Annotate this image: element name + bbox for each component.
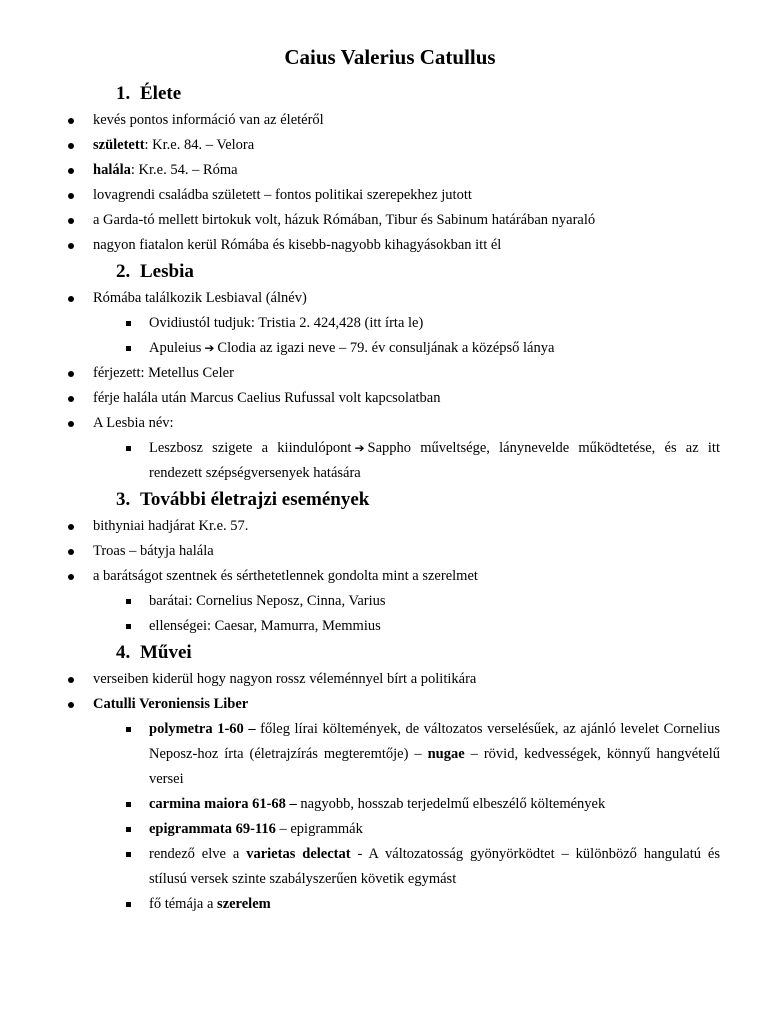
list-item: lovagrendi családba született – fontos politikai szerepekhez jutott [60, 183, 720, 208]
section-number: 4. [116, 642, 131, 663]
sub-list-item: fő témája a szerelem [93, 892, 720, 917]
list-item: született: Kr.e. 84. – Velora [60, 133, 720, 158]
sub-list [93, 589, 720, 639]
section-title: Művei [140, 642, 192, 663]
sub-list-item: Ovidiustól tudjuk: Tristia 2. 424,428 (itt írta le) [93, 311, 720, 336]
list-item: Troas – bátyja halála [60, 539, 720, 564]
section-list-tovabbi [60, 514, 720, 639]
section-title: További életrajzi események [140, 489, 370, 510]
sub-list-item: epigrammata 69-116 – epigrammák [93, 817, 720, 842]
list-item: kevés pontos információ van az életéről [60, 108, 720, 133]
section-heading-elete [60, 80, 720, 108]
section-list-elete [60, 108, 720, 258]
list-item: nagyon fiatalon kerül Rómába és kisebb-nagyobb kihagyásokban itt él [60, 233, 720, 258]
list-item: A Lesbia név: Leszbosz szigete a kiindulópont ➔ Sappho műveltsége, lánynevelde működtetése, és az itt rendezett szépségversenyek hatására [60, 411, 720, 486]
section-number: 1. [116, 83, 131, 104]
sub-list-item: Leszbosz szigete a kiindulópont ➔ Sappho műveltsége, lánynevelde működtetése, és az itt rendezett szépségversenyek hatására [93, 436, 720, 486]
list-item: férje halála után Marcus Caelius Rufussal volt kapcsolatban [60, 386, 720, 411]
sub-list-item: barátai: Cornelius Neposz, Cinna, Varius [93, 589, 720, 614]
sub-list-item: polymetra 1-60 – főleg lírai költemények, de változatos verselésűek, az ajánló levelet Cornelius Neposz-hoz írta (életrajzírás megteremtője) – nugae – rövid, kedvességek, könnyű hangvételű versei [93, 717, 720, 792]
sub-list-item: rendező elve a varietas delectat - A változatosság gyönyörködtet – különböző hangulatú és stílusú versek szinte szabályszerűen követik egymást [93, 842, 720, 892]
right-arrow-icon: ➔ [354, 441, 365, 455]
list-item: a Garda-tó mellett birtokuk volt, házuk Rómában, Tibur és Sabinum határában nyaraló [60, 208, 720, 233]
section-heading-lesbia [60, 258, 720, 286]
section-list-muvei [60, 667, 720, 917]
document-title: Caius Valerius Catullus [284, 45, 496, 69]
section-title: Lesbia [140, 261, 194, 282]
list-item: Catulli Veroniensis Liber polymetra 1-60 – főleg lírai költemények, de változatos verselésűek, az ajánló levelet Cornelius Neposz-hoz írta (életrajzírás megteremtője) – nugae – rövid, kedvességek, könnyű hangvételű versei carmina maiora 61-68 – nagyobb, hosszab terjedelmű elbeszélő költemények epigrammata 69-116 – epigrammák rendező elve a varietas delectat - A változatosság gyönyörködtet – különböző hangulatú és stílusú versek szinte szabályszerűen követik egymást fő témája a szerelem [60, 692, 720, 917]
section-number: 2. [116, 261, 131, 282]
sub-list-item: Apuleius ➔ Clodia az igazi neve – 79. év consuljának a középső lánya [93, 336, 720, 361]
right-arrow-icon: ➔ [204, 341, 215, 355]
sub-list [93, 311, 720, 361]
sub-list [93, 436, 720, 486]
sub-list-item: carmina maiora 61-68 – nagyobb, hosszab terjedelmű elbeszélő költemények [93, 792, 720, 817]
section-number: 3. [116, 489, 131, 510]
list-item: bithyniai hadjárat Kr.e. 57. [60, 514, 720, 539]
section-title: Élete [140, 83, 182, 104]
section-list-lesbia [60, 286, 720, 486]
list-item: a barátságot szentnek és sérthetetlennek gondolta mint a szerelmet barátai: Cornelius Neposz, Cinna, Varius ellenségei: Caesar, Mamurra, Memmius [60, 564, 720, 639]
list-item: verseiben kiderül hogy nagyon rossz véleménnyel bírt a politikára [60, 667, 720, 692]
sub-list [93, 717, 720, 917]
list-item: halála: Kr.e. 54. – Róma [60, 158, 720, 183]
section-heading-tovabbi-eletrajzi-esemenyek [60, 486, 720, 514]
section-heading-muvei [60, 639, 720, 667]
list-item: Rómába találkozik Lesbiaval (álnév) Ovidiustól tudjuk: Tristia 2. 424,428 (itt írta le) Apuleius ➔ Clodia az igazi neve – 79. év consuljának a középső lánya [60, 286, 720, 361]
sub-list-item: ellenségei: Caesar, Mamurra, Memmius [93, 614, 720, 639]
list-item: férjezett: Metellus Celer [60, 361, 720, 386]
